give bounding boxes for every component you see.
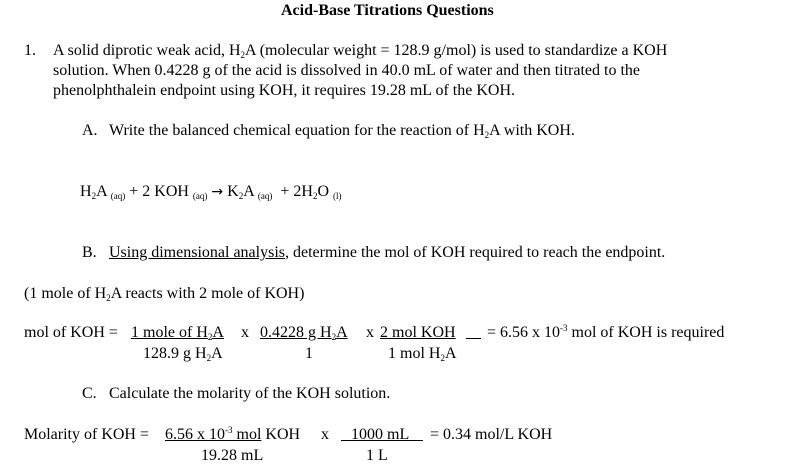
part-b-prompt: Using dimensional analysis, determine the mol of KOH required to reach the endpoint. bbox=[109, 244, 666, 261]
question-line-3: phenolphthalein endpoint using KOH, it requires 19.28 mL of the KOH. bbox=[53, 82, 515, 99]
calc-b-denominator-2: 1 bbox=[305, 345, 313, 362]
part-a-label: A. bbox=[82, 122, 98, 139]
calc-b-times-1: x bbox=[241, 324, 249, 341]
calc-c-numerator-1: 6.56 x $10^{-3}$ mol KOH bbox=[165, 425, 301, 443]
calc-c-numerator-2: 1000 mL bbox=[341, 425, 423, 444]
calc-c-denominator-2: 1 L bbox=[366, 447, 388, 464]
mole-ratio-note: (1 mole of $H_2A$ reacts with 2 mole of KOH) bbox=[24, 285, 305, 303]
part-c-label: C. bbox=[82, 385, 97, 402]
question-number: 1. bbox=[24, 42, 36, 59]
calc-b-denominator-1: 128.9 g $H_2A$ bbox=[143, 345, 223, 363]
page-title: Acid-Base Titrations Questions bbox=[281, 2, 494, 19]
reaction-arrow-icon: → bbox=[211, 184, 224, 200]
question-line-1: A solid diprotic weak acid, $H_2A$ (molecular weight = 128.9 g/mol) is used to standardize a KOH bbox=[53, 42, 668, 60]
balanced-equation: $H_2A$ (aq) + 2 KOH $(aq) \to K_2A$ $(aq) + 2H_2O$ (l) bbox=[80, 183, 342, 201]
part-c-prompt: Calculate the molarity of the KOH solution. bbox=[109, 385, 391, 402]
calc-c-lead: Molarity of KOH = bbox=[24, 426, 150, 443]
calc-b-denominator-3: 1 mol $H_2A$ bbox=[388, 345, 457, 363]
calc-b-numerator-1: 1 mole of $H_2A$ bbox=[131, 324, 224, 342]
calc-b-numerator-2: 0.4228 g $H_2A$ bbox=[260, 324, 348, 342]
calc-c-result: = 0.34 mol/L KOH bbox=[430, 426, 553, 443]
part-b-label: B. bbox=[82, 244, 97, 261]
calc-b-numerator-3: 2 mol KOH bbox=[380, 324, 456, 341]
question-line-2: solution. When 0.4228 g of the acid is dissolved in 40.0 mL of water and then titrated to the bbox=[53, 62, 640, 79]
calc-b-result: = 6.56 x $10^{-3}$ mol of KOH is required bbox=[487, 323, 725, 341]
calc-b-lead: mol of KOH = bbox=[24, 324, 118, 341]
calc-b-underline-gap bbox=[466, 323, 481, 342]
calc-c-denominator-1: 19.28 mL bbox=[201, 447, 264, 464]
calc-b-times-2: x bbox=[366, 324, 374, 341]
part-a-prompt: Write the balanced chemical equation for the reaction of $H_2A$ with KOH. bbox=[109, 122, 575, 140]
calc-c-times: x bbox=[321, 426, 329, 443]
